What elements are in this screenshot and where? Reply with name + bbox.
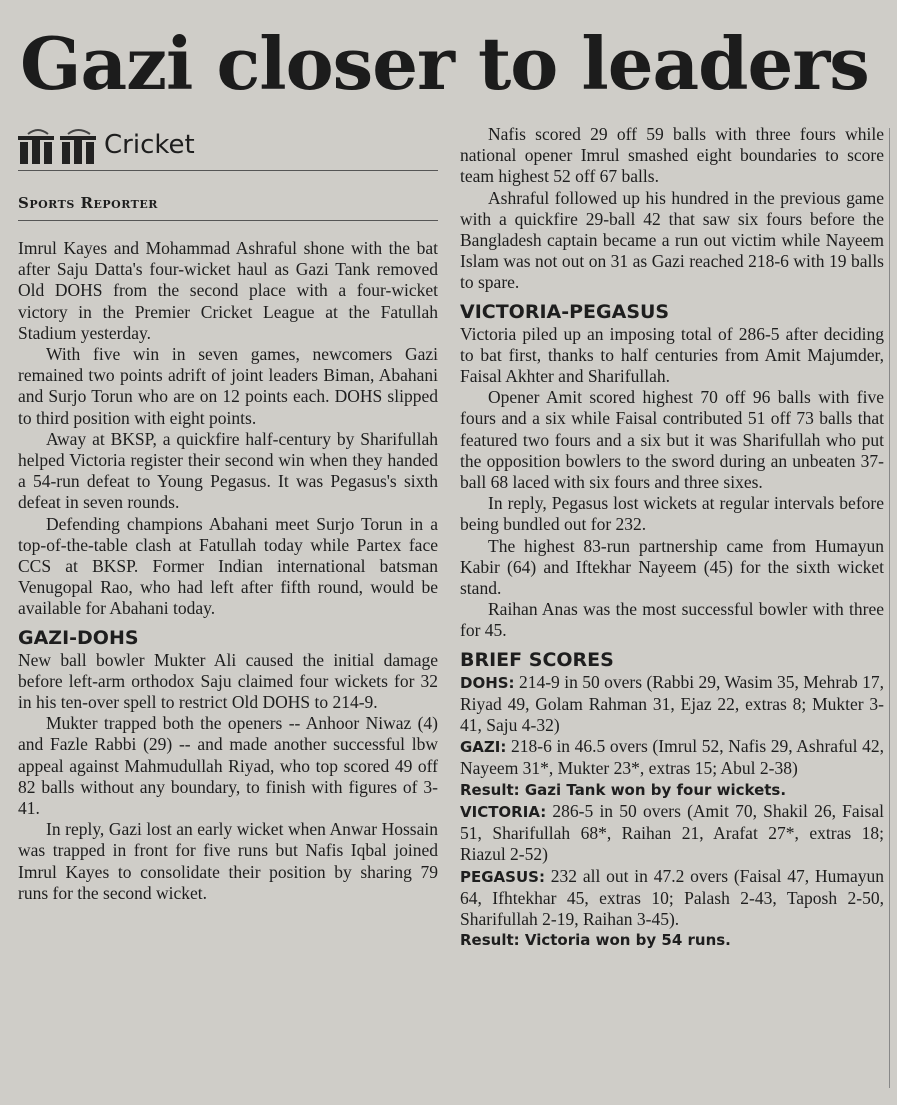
score-team: PEGASUS: [460,867,545,886]
score-detail: 214-9 in 50 overs (Rabbi 29, Wasim 35, Mehrab 17, Riyad 49, Golam Rahman 31, Ejaz 22, extras 8; Mukter 3-41, Saju 4-32) [460,671,884,736]
score-line [460,736,884,779]
score-detail: 286-5 in 50 overs (Amit 70, Shakil 26, Faisal 51, Sharifullah 68*, Raihan 21, Arafat 27*, extras 18; Riazul 2-52) [460,800,884,865]
report-paragraph: New ball bowler Mukter Ali caused the initial damage before left-arm orthodox Saju claimed four wickets for 32 in his ten-over spell to restrict Old DOHS to 214-9. [18,649,438,713]
intro-paragraph: Away at BKSP, a quickfire half-century by Sharifullah helped Victoria register their second win when they handed a 54-run defeat to Young Pegasus. It was Pegasus's sixth defeat in seven rounds. [18,428,438,513]
subhead-brief-scores: BRIEF SCORES [460,648,614,671]
score-line [460,672,884,737]
section-tag [18,128,438,171]
score-line [460,801,884,866]
match-result: Result: Gazi Tank won by four wickets. [460,780,787,799]
score-line [460,866,884,931]
score-team: VICTORIA: [460,802,547,821]
score-team: GAZI: [460,738,507,757]
brief-scores [460,672,884,952]
intro-text [18,238,438,620]
report-paragraph: In reply, Gazi lost an early wicket when Anwar Hossain was trapped in front for five runs but Nafis Iqbal joined Imrul Kayes to consolidate their position by sharing 79 runs for the second wicket. [18,819,438,903]
report-paragraph: Ashraful followed up his hundred in the previous game with a quickfire 29-ball 42 that saw six fours before the Bangladesh captain became a run out victim while Nayeem Islam was not out on 31 as Gazi reached 218-6 with 19 balls to spare. [460,187,884,293]
score-detail: 218-6 in 46.5 overs (Imrul 52, Nafis 29, Ashraful 42, Nayeem 31*, Mukter 23*, extras 15; Abul 2-38) [460,736,884,779]
subhead-victoria-pegasus: VICTORIA-PEGASUS [460,300,670,323]
gazi-dohs-continued [460,124,884,294]
report-paragraph: Nafis scored 29 off 59 balls with three fours while national opener Imrul smashed eight boundaries to score team highest 52 off 67 balls. [460,124,884,187]
score-detail: 232 all out in 47.2 overs (Faisal 47, Humayun 64, Ifhtekhar 45, extras 10; Palash 2-43, Taposh 2-50, Sharifullah 2-19, Raihan 3-45). [460,865,884,929]
intro-paragraph: Defending champions Abahani meet Surjo Torun in a top-of-the-table clash at Fatullah today while Partex face CCS at BKSP. Former Indian international batsman Venugopal Rao, who had left after fifth round, would be available for Abahani today. [18,513,438,619]
score-team: DOHS: [460,673,515,692]
report-paragraph: Opener Amit scored highest 70 off 96 balls with five fours and a six while Faisal contributed 51 off 73 balls that featured two fours and a six but it was Sharifullah who put the opposition bowlers to the sword during an unbeaten 37-ball 68 laced with six fours and three sixes. [460,387,884,493]
left-column [18,238,438,904]
section-label: Cricket [104,130,195,160]
headline: Gazi closer to leaders [20,21,869,106]
report-paragraph: The highest 83-run partnership came from Humayun Kabir (64) and Iftekhar Nayeem (45) for the sixth wicket stand. [460,535,884,599]
match-result: Result: Victoria won by 54 runs. [460,931,731,950]
victoria-pegasus-text [460,324,884,642]
report-paragraph: In reply, Pegasus lost wickets at regular intervals before being bundled out for 232. [460,493,884,535]
intro-paragraph: With five win in seven games, newcomers Gazi remained two points adrift of joint leaders Biman, Abahani and Surjo Torun who are on 12 points each. DOHS slipped to third position with eight points. [18,344,438,428]
subhead-gazi-dohs: GAZI-DOHS [18,626,139,649]
gazi-dohs-text [18,650,438,904]
intro-paragraph: Imrul Kayes and Mohammad Ashraful shone with the bat after Saju Datta's four-wicket haul as Gazi Tank removed Old DOHS from the second place with a four-wicket victory in the Premier Cricket League at the Fatullah Stadium yesterday. [18,238,438,343]
column-rule [889,128,890,1088]
right-column [460,124,884,951]
report-paragraph: Raihan Anas was the most successful bowler with three for 45. [460,599,884,641]
cricket-stumps-icon [18,128,100,166]
report-paragraph: Victoria piled up an imposing total of 286-5 after deciding to bat first, thanks to half centuries from Amit Majumder, Faisal Akhter and Sharifullah. [460,323,884,387]
byline: Sports Reporter [18,188,438,221]
report-paragraph: Mukter trapped both the openers -- Anhoor Niwaz (4) and Fazle Rabbi (29) -- and made another successful lbw appeal against Mahmudullah Riyad, who top scored 49 off 82 balls without any boundary, to finish with figures of 3-41. [18,713,438,819]
